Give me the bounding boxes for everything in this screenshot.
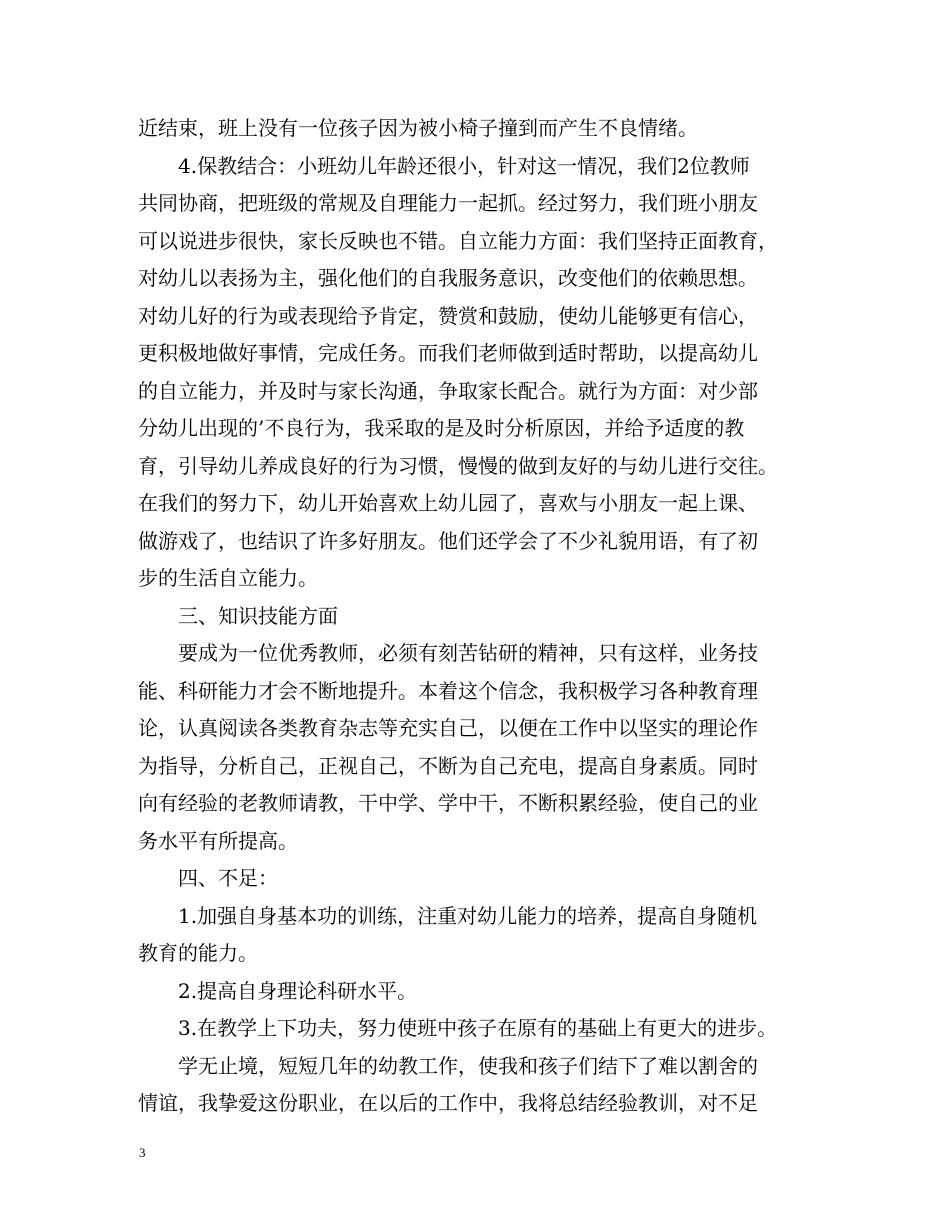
text-line: 更积极地做好事情，完成任务。而我们老师做到适时帮助，以提高幼儿 (138, 341, 758, 365)
page-number: 3 (139, 1145, 146, 1160)
section-heading: 四、不足： (178, 866, 278, 890)
text-line: 教育的能力。 (138, 941, 258, 965)
text-line: 论，认真阅读各类教育杂志等充实自己，以便在工作中以坚实的理论作 (138, 716, 758, 740)
text-line: 近结束，班上没有一位孩子因为被小椅子撞到而产生不良情绪。 (138, 116, 698, 140)
text-line: 4.保教结合：小班幼儿年龄还很小，针对这一情况，我们2位教师 (178, 153, 750, 178)
text-line: 2.提高自身理论科研水平。 (178, 978, 418, 1003)
text-line: 共同协商，把班级的常规及自理能力一起抓。经过努力，我们班小朋友 (138, 191, 758, 215)
text-line: 对幼儿以表扬为主，强化他们的自我服务意识，改变他们的依赖思想。 (138, 266, 758, 290)
text-line: 的自立能力，并及时与家长沟通，争取家长配合。就行为方面：对少部 (138, 378, 758, 403)
text-line: 为指导，分析自己，正视自己，不断为自己充电，提高自身素质。同时 (138, 753, 758, 778)
text-line: 分幼儿出现的’不良行为，我采取的是及时分析原因，并给予适度的教 (138, 416, 745, 440)
text-line: 学无止境，短短几年的幼教工作，使我和孩子们结下了难以割舍的 (178, 1053, 758, 1078)
text-line: 可以说进步很快，家长反映也不错。自立能力方面：我们坚持正面教育， (138, 228, 778, 253)
text-line: 务水平有所提高。 (138, 828, 298, 853)
text-line: 向有经验的老教师请教，干中学、学中干，不断积累经验，使自己的业 (138, 791, 758, 815)
text-line: 育，引导幼儿养成良好的行为习惯，慢慢的做到友好的与幼儿进行交往。 (138, 453, 778, 478)
text-line: 1.加强自身基本功的训练，注重对幼儿能力的培养，提高自身随机 (178, 903, 758, 928)
text-line: 在我们的努力下，幼儿开始喜欢上幼儿园了，喜欢与小朋友一起上课、 (138, 491, 758, 515)
text-line: 步的生活自立能力。 (138, 566, 318, 590)
text-line: 要成为一位优秀教师，必须有刻苦钻研的精神，只有这样，业务技 (178, 641, 758, 665)
document-body (138, 110, 828, 1123)
text-line: 对幼儿好的行为或表现给予肯定，赞赏和鼓励，使幼儿能够更有信心， (138, 303, 758, 328)
text-line: 情谊，我挚爱这份职业，在以后的工作中，我将总结经验教训，对不足 (138, 1091, 758, 1115)
section-heading: 三、知识技能方面 (178, 603, 338, 628)
text-line: 能、科研能力才会不断地提升。本着这个信念，我积极学习各种教育理 (138, 678, 758, 703)
text-line: 做游戏了，也结识了许多好朋友。他们还学会了不少礼貌用语，有了初 (138, 528, 758, 553)
text-line: 3.在教学上下功夫，努力使班中孩子在原有的基础上有更大的进步。 (178, 1016, 778, 1040)
